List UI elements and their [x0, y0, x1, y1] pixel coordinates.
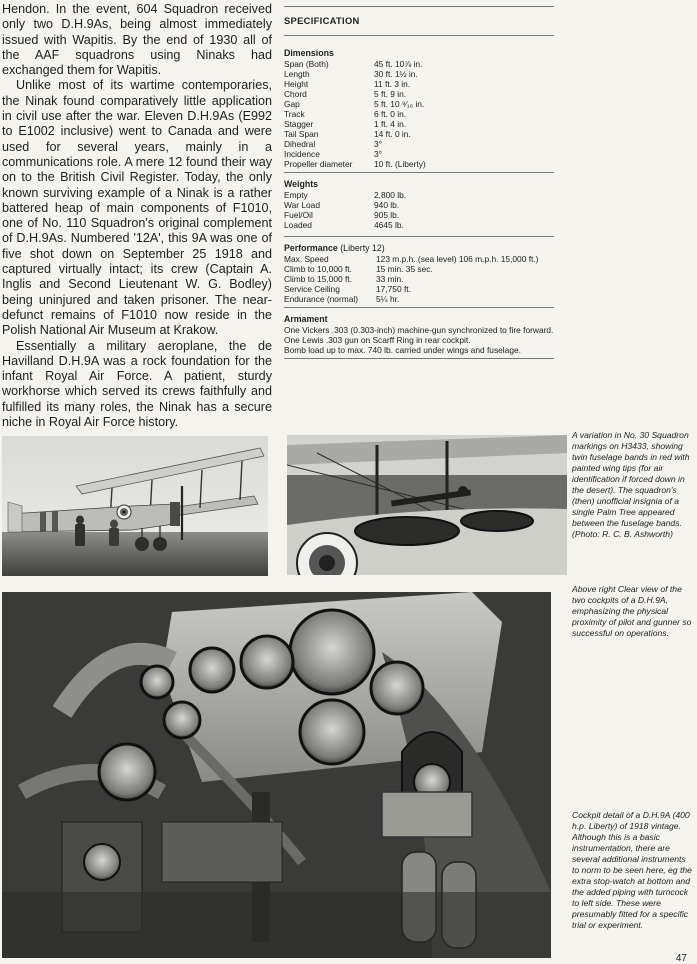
- dimension-row: [284, 109, 554, 119]
- dimension-value: 14 ft. 0 in.: [374, 129, 411, 139]
- dimension-key: Tail Span: [284, 129, 319, 139]
- weight-row: [284, 210, 554, 220]
- weight-key: Empty: [284, 190, 308, 200]
- performance-row: [284, 294, 554, 304]
- armament-list: [284, 325, 554, 355]
- performance-value: 123 m.p.h. (sea level) 106 m.p.h. 15,000 ft.): [376, 254, 539, 264]
- performance-key: Max. Speed: [284, 254, 329, 264]
- dimension-key: Chord: [284, 89, 307, 99]
- dimension-row: [284, 159, 554, 169]
- dimension-value: 3°: [374, 139, 383, 149]
- dimension-row: [284, 69, 554, 79]
- weight-key: War Load: [284, 200, 320, 210]
- performance-subtitle: (Liberty 12): [340, 243, 385, 253]
- dimension-row: [284, 79, 554, 89]
- weight-key: Fuel/Oil: [284, 210, 313, 220]
- dimension-key: Track: [284, 109, 305, 119]
- weight-value: 4645 lb.: [374, 220, 404, 230]
- spec-title: SPECIFICATION: [284, 15, 360, 26]
- caption-two-cockpits: Above right Clear view of the two cockpits of a D.H.9A, emphasizing the physical proximity of pilot and gunner so successful on operations.: [572, 584, 692, 638]
- dimension-key: Propeller diameter: [284, 159, 353, 169]
- armament-item: One Vickers .303 (0.303-inch) machine-gun synchronized to fire forward.: [284, 325, 554, 335]
- spec-rule: [284, 307, 554, 308]
- dimension-key: Length: [284, 69, 310, 79]
- performance-value: 17,750 ft.: [376, 284, 411, 294]
- armament-title: Armament: [284, 314, 328, 324]
- performance-row: [284, 284, 554, 294]
- photo-aircraft-airfield: [2, 436, 268, 576]
- dimension-value: 6 ft. 0 in.: [374, 109, 407, 119]
- dimension-key: Dihedral: [284, 139, 316, 149]
- dimension-row: [284, 129, 554, 139]
- weight-row: [284, 200, 554, 210]
- caption-cockpit-detail: Cockpit detail of a D.H.9A (400 h.p. Liberty) of 1918 vintage. Although this is a basic instrumentation, there are several additional instruments to norm to be seen here, eg the extra stop-watch at bottom and the added piping with turncock to left side. These were presumably fitted for a specific trial or experiment.: [572, 810, 692, 930]
- dimension-row: [284, 139, 554, 149]
- performance-value: 33 min.: [376, 274, 404, 284]
- weight-value: 905 lb.: [374, 210, 400, 220]
- photo-two-cockpits: [287, 435, 567, 575]
- photo-cockpit-instruments: [2, 592, 551, 958]
- armament-item: Bomb load up to max. 740 lb. carried under wings and fuselage.: [284, 345, 521, 355]
- weights-title: Weights: [284, 179, 319, 189]
- aircraft-photo-art: [2, 436, 268, 576]
- performance-value: 15 min. 35 sec.: [376, 264, 433, 274]
- dimension-key: Span (Both): [284, 59, 329, 69]
- specification-panel: [284, 6, 554, 359]
- weight-row: [284, 190, 554, 200]
- dimension-value: 11 ft. 3 in.: [374, 79, 411, 89]
- cockpits-photo-art: [287, 435, 567, 575]
- body-text-column: [2, 2, 272, 430]
- performance-key: Endurance (normal): [284, 294, 359, 304]
- spec-rule: [284, 172, 554, 173]
- page-number: 47: [675, 953, 687, 964]
- cockpit-photo-art: [2, 592, 551, 958]
- performance-row: [284, 254, 554, 264]
- performance-value: 5¼ hr.: [376, 294, 400, 304]
- dimension-key: Height: [284, 79, 309, 89]
- dimensions-title: Dimensions: [284, 48, 334, 58]
- body-paragraph-1: Hendon. In the event, 604 Squadron received only two D.H.9As, being almost immediately issued with Wapitis. By the end of 1930 all of the AAF squadrons using Ninaks had exchanged them for Wapitis.: [2, 2, 272, 78]
- dimension-value: 5 ft. 10 ⁹⁄₁₆ in.: [374, 99, 425, 109]
- performance-key: Service Ceiling: [284, 284, 340, 294]
- dimensions-list: [284, 59, 554, 169]
- performance-list: [284, 254, 554, 304]
- dimension-key: Incidence: [284, 149, 320, 159]
- dimension-value: 5 ft. 9 in.: [374, 89, 407, 99]
- performance-key: Climb to 10,000 ft.: [284, 264, 352, 274]
- dimension-value: 30 ft. 1½ in.: [374, 69, 418, 79]
- weight-key: Loaded: [284, 220, 312, 230]
- dimension-value: 45 ft. 10⅞ in.: [374, 59, 423, 69]
- dimension-row: [284, 59, 554, 69]
- dimension-key: Gap: [284, 99, 300, 109]
- performance-row: [284, 264, 554, 274]
- performance-title-text: Performance: [284, 243, 338, 253]
- dimension-value: 10 ft. (Liberty): [374, 159, 426, 169]
- dimension-row: [284, 89, 554, 99]
- body-paragraph-2: Unlike most of its wartime contemporaries, the Ninak found comparatively little application in civil use after the war. Eleven D.H.9As (E992 to E1002 inclusive) went to Canada and were used for several years, mainly in a communications role. A mere 12 found their way on to the British Civil Register. Today, the only known surviving example of a Ninak is a rather battered heap of main components of F1010, one of No. 110 Squadron's original complement of D.H.9As. Numbered '12A', this 9A was one of five shot down on September 25 1918 and captured virtually intact; its crew (Captain A. Inglis and Second Lieutenant W. G. Bodley) being uninjured and taken prisoner. The near-defunct remains of F1010 now reside in the Polish National Air Museum at Krakow.: [2, 78, 272, 338]
- spec-rule: [284, 236, 554, 237]
- dimension-row: [284, 99, 554, 109]
- dimension-row: [284, 119, 554, 129]
- armament-item: One Lewis .303 gun on Scarff Ring in rear cockpit.: [284, 335, 471, 345]
- dimension-value: 3°: [374, 149, 383, 159]
- weight-value: 2,800 lb.: [374, 190, 407, 200]
- body-paragraph-3: Essentially a military aeroplane, the de Havilland D.H.9A was a rock foundation for the infant Royal Air Force. A patient, sturdy workhorse which served its crews faithfully and fulfilled its many roles, the Ninak has a secure niche in Royal Air Force history.: [2, 338, 272, 430]
- performance-row: [284, 274, 554, 284]
- weight-value: 940 lb.: [374, 200, 400, 210]
- dimension-row: [284, 149, 554, 159]
- performance-title: [284, 243, 554, 253]
- dimension-value: 1 ft. 4 in.: [374, 119, 407, 129]
- weights-list: [284, 190, 554, 230]
- caption-squadron-markings: A variation in No. 30 Squadron markings on H3433, showing twin fuselage bands in red with painted wing tips (for air identification if forced down in the desert). The squadron's (then) unofficial insignia of a single Palm Tree appeared between the fuselage bands. (Photo: R. C. B. Ashworth): [572, 430, 690, 539]
- performance-key: Climb to 15,000 ft.: [284, 274, 352, 284]
- weight-row: [284, 220, 554, 230]
- spec-bottom-rule: [284, 358, 554, 359]
- dimension-key: Stagger: [284, 119, 314, 129]
